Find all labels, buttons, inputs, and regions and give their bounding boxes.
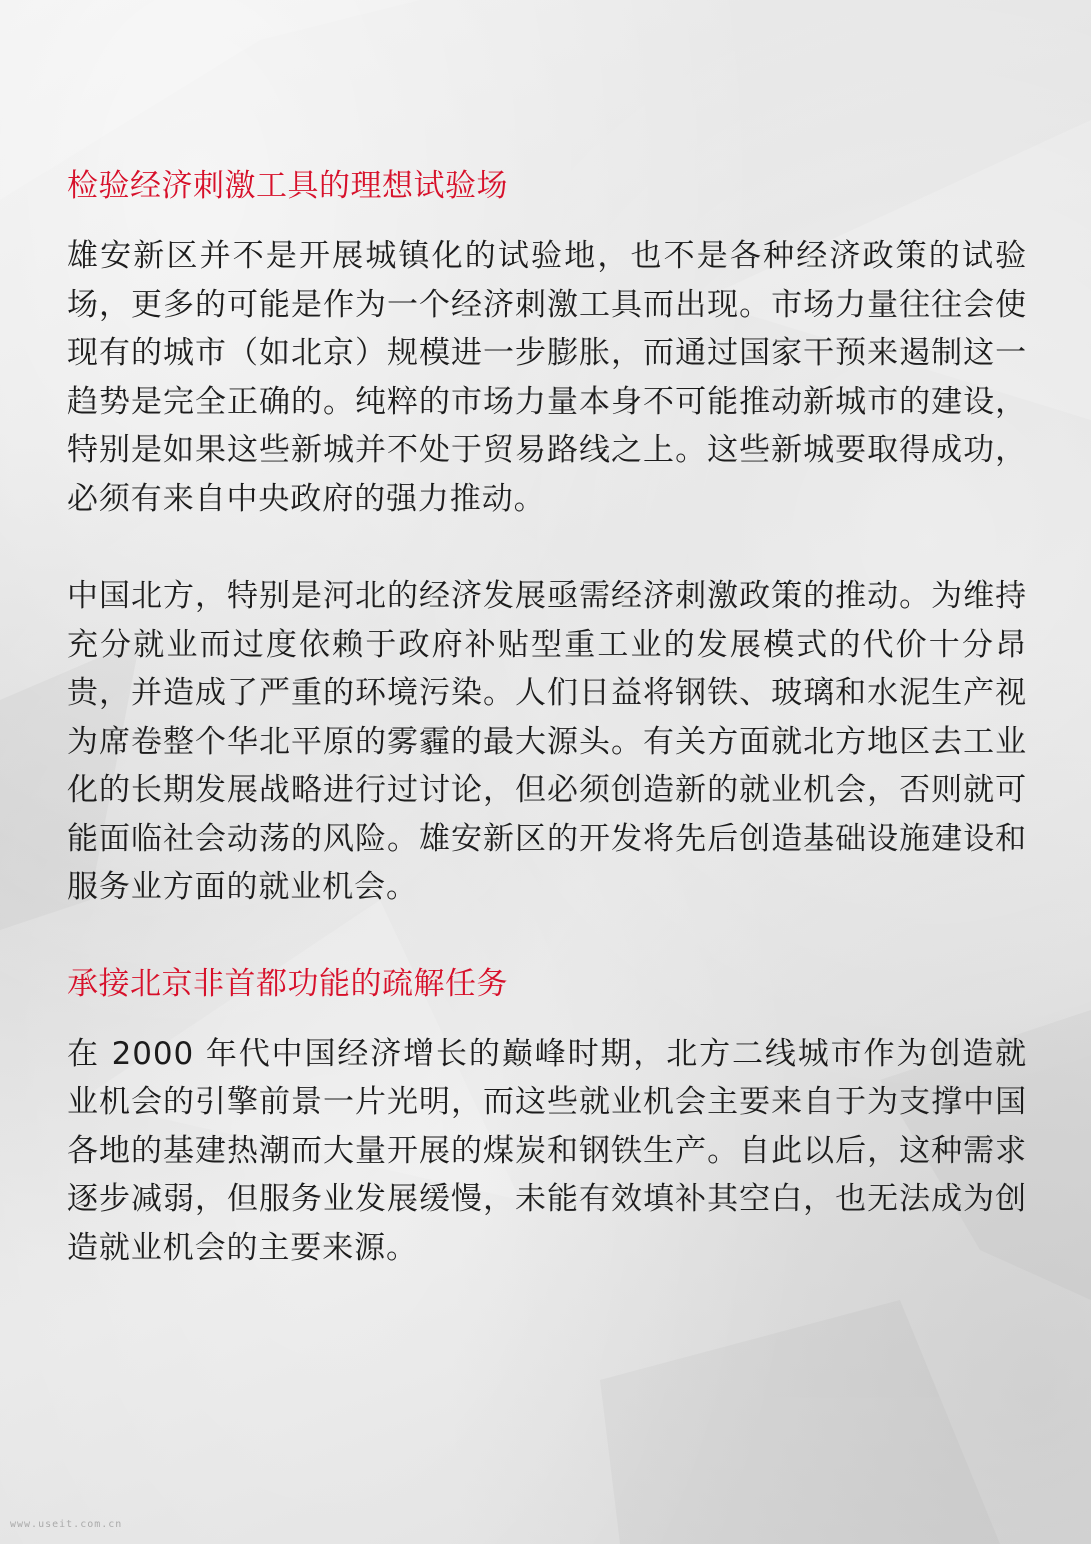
article-body — [67, 160, 1027, 1272]
section-heading-beijing-functions: 承接北京非首都功能的疏解任务 — [67, 965, 508, 1002]
paragraph-northern-economy: 中国北方，特别是河北的经济发展亟需经济刺激政策的推动。为维持充分就业而过度依赖于政府补贴型重工业的发展模式的代价十分昂贵，并造成了严重的环境污染。人们日益将钢铁、玻璃和水泥生产视为席卷整个华北平原的雾霾的最大源头。有关方面就北方地区去工业化的长期发展战略进行过讨论，但必须创造新的就业机会，否则就可能面临社会动荡的风险。雄安新区的开发将先后创造基础设施建设和服务业方面的就业机会。 — [67, 578, 1027, 905]
paragraph-xiongan-role: 雄安新区并不是开展城镇化的试验地，也不是各种经济政策的试验场，更多的可能是作为一个经济刺激工具而出现。市场力量往往会使现有的城市（如北京）规模进一步膨胀，而通过国家干预来遏制这一趋势是完全正确的。纯粹的市场力量本身不可能推动新城市的建设，特别是如果这些新城并不处于贸易路线之上。这些新城要取得成功，必须有来自中央政府的强力推动。 — [67, 238, 1027, 517]
site-watermark: www.useit.com.cn — [10, 1519, 123, 1530]
paragraph-second-tier-cities: 在 2000 年代中国经济增长的巅峰时期，北方二线城市作为创造就业机会的引擎前景一片光明，而这些就业机会主要来自于为支撑中国各地的基建热潮而大量开展的煤炭和钢铁生产。自此以后，这种需求逐步减弱，但服务业发展缓慢，未能有效填补其空白，也无法成为创造就业机会的主要来源。 — [67, 1035, 1027, 1266]
section-heading-stimulus-testbed: 检验经济刺激工具的理想试验场 — [67, 168, 508, 204]
